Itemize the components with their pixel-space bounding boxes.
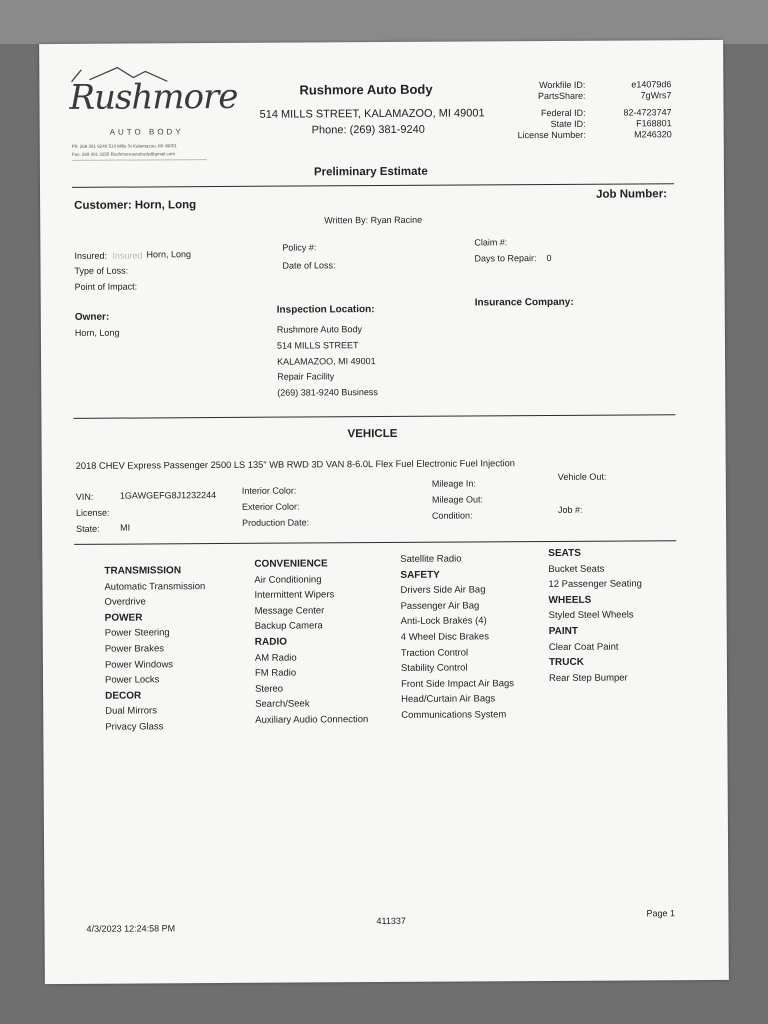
id-label: License Number: (517, 129, 586, 141)
option-item: Styled Steel Wheels (548, 609, 634, 622)
license-label: License: (75, 507, 110, 518)
option-category: TRUCK (548, 656, 584, 669)
id-value: 82-4723747 (623, 107, 672, 118)
logo-subtext: AUTO BODY (109, 127, 184, 137)
ids-values (599, 79, 671, 140)
section-rule (73, 414, 675, 419)
option-item: Power Windows (104, 658, 174, 671)
option-category: POWER (104, 612, 143, 624)
insured-label: Insured: (74, 250, 107, 261)
option-item: Stability Control (400, 662, 468, 675)
page-number: Page 1 (646, 908, 676, 919)
condition-label: Condition: (431, 510, 473, 521)
point-of-impact-label: Point of Impact: (74, 281, 138, 292)
options-column-2 (254, 556, 368, 728)
option-item: Air Conditioning (254, 573, 322, 586)
ids-labels (487, 80, 585, 142)
options-column-1 (104, 563, 206, 735)
option-item: Backup Camera (254, 620, 323, 633)
id-label: PartsShare: (537, 90, 586, 102)
option-category: SEATS (548, 547, 581, 559)
owner-value: Horn, Long (74, 327, 120, 338)
option-item: Overdrive (104, 596, 146, 608)
logo-script-text: Rushmore (69, 76, 238, 118)
mileage-in-label: Mileage In: (431, 478, 476, 489)
production-date-label: Production Date: (242, 517, 310, 528)
option-item: Search/Seek (255, 698, 310, 711)
document-code: 411337 (376, 915, 406, 927)
option-item: Drivers Side Air Bag (400, 584, 486, 597)
claim-label: Claim #: (474, 237, 508, 248)
id-value: M246320 (634, 129, 672, 140)
option-item: Power Locks (104, 674, 160, 686)
option-item: Clear Coat Paint (548, 641, 619, 653)
option-category: SAFETY (400, 569, 440, 581)
print-timestamp: 4/3/2023 12:24:58 PM (86, 923, 176, 934)
id-label: Workfile ID: (539, 79, 586, 91)
insured-value: Horn, Long (146, 249, 191, 260)
option-category: TRANSMISSION (104, 565, 182, 577)
scan-background (0, 0, 768, 44)
job-hash-label: Job #: (557, 504, 583, 515)
option-item: 12 Passenger Seating (548, 578, 642, 591)
option-item: Bucket Seats (548, 563, 605, 575)
logo (65, 71, 238, 118)
vin-label: VIN: (75, 491, 94, 502)
state-value: MI (120, 522, 131, 533)
logo-contact-line-1: Ph: 269 381 9240 514 Mills St Kalamazoo, MI 49001 (71, 143, 177, 149)
inspection-line: Rushmore Auto Body (276, 324, 362, 335)
option-item: Passenger Air Bag (400, 600, 480, 612)
owner-label: Owner: (74, 311, 110, 323)
inspection-line: Repair Facility (277, 371, 335, 383)
vehicle-heading: VEHICLE (347, 427, 398, 441)
option-item: FM Radio (254, 667, 297, 679)
header-rule (72, 183, 674, 188)
option-item: Automatic Transmission (104, 580, 206, 593)
option-item: Auxiliary Audio Connection (255, 714, 369, 726)
option-item: Stereo (255, 683, 284, 695)
type-of-loss-label: Type of Loss: (74, 265, 129, 276)
id-value: 7gWrs7 (640, 90, 672, 101)
inspection-location-label: Inspection Location: (276, 304, 375, 316)
written-by: Written By: Ryan Racine (324, 214, 423, 226)
inspection-line: (269) 381-9240 Business (277, 387, 378, 398)
option-item: Message Center (254, 605, 325, 617)
vin-value: 1GAWGEFG8J1232244 (119, 490, 217, 501)
option-item: Head/Curtain Air Bags (401, 693, 496, 706)
option-category: CONVENIENCE (254, 558, 328, 570)
days-to-repair-label: Days to Repair: (474, 253, 537, 264)
option-category: WHEELS (548, 594, 592, 606)
option-item: Dual Mirrors (105, 705, 157, 718)
options-column-3 (400, 551, 514, 723)
option-item: Traction Control (400, 647, 469, 659)
option-item: Intermittent Wipers (254, 589, 335, 601)
logo-divider (72, 159, 207, 161)
id-value: e14079d6 (631, 79, 672, 90)
insurance-company-label: Insurance Company: (474, 296, 574, 309)
option-item: Power Steering (104, 627, 170, 640)
option-item: Rear Step Bumper (548, 672, 628, 684)
option-item: Front Side Impact Air Bags (401, 677, 515, 690)
option-category: DECOR (105, 690, 142, 702)
exterior-color-label: Exterior Color: (241, 501, 300, 512)
mileage-out-label: Mileage Out: (431, 494, 483, 505)
option-item: AM Radio (254, 652, 297, 664)
document-title: Preliminary Estimate (313, 165, 428, 179)
logo-contact-line-2: Fax: 269 381 3255 Rushmoreautobody@gmail.com (71, 151, 175, 157)
insured-redacted: Insured (112, 250, 143, 261)
options-column-4 (548, 545, 642, 686)
customer-name: Customer: Horn, Long (74, 199, 197, 212)
vehicle-out-label: Vehicle Out: (557, 471, 607, 482)
option-item: Satellite Radio (400, 553, 462, 565)
vehicle-description: 2018 CHEV Express Passenger 2500 LS 135" WB RWD 3D VAN 8-6.0L Flex Fuel Electronic Fuel Injection (75, 458, 516, 471)
inspection-line: 514 MILLS STREET (276, 339, 359, 351)
shop-name: Rushmore Auto Body (299, 81, 433, 98)
option-item: Power Brakes (104, 643, 165, 655)
option-item: Communications System (401, 709, 507, 721)
state-label: State: (76, 523, 100, 534)
option-item: Anti-Lock Brakes (4) (400, 615, 487, 628)
option-item: 4 Wheel Disc Brakes (400, 631, 489, 643)
inspection-location-address (277, 322, 378, 402)
date-of-loss-label: Date of Loss: (282, 260, 336, 271)
estimate-page (39, 40, 729, 984)
option-category: RADIO (254, 636, 288, 648)
shop-phone: Phone: (269) 381-9240 (311, 123, 425, 137)
option-item: Privacy Glass (105, 721, 164, 733)
option-category: PAINT (548, 625, 579, 637)
id-label: State ID: (550, 118, 586, 129)
days-to-repair-value: 0 (546, 252, 552, 264)
inspection-line: KALAMAZOO, MI 49001 (277, 355, 376, 367)
policy-label: Policy #: (282, 242, 317, 253)
id-value: F168801 (636, 118, 672, 129)
job-number-label: Job Number: (596, 188, 668, 201)
vehicle-rule (74, 540, 676, 545)
interior-color-label: Interior Color: (241, 485, 297, 496)
id-label: Federal ID: (541, 107, 586, 119)
shop-address: 514 MILLS STREET, KALAMAZOO, MI 49001 (259, 107, 485, 121)
